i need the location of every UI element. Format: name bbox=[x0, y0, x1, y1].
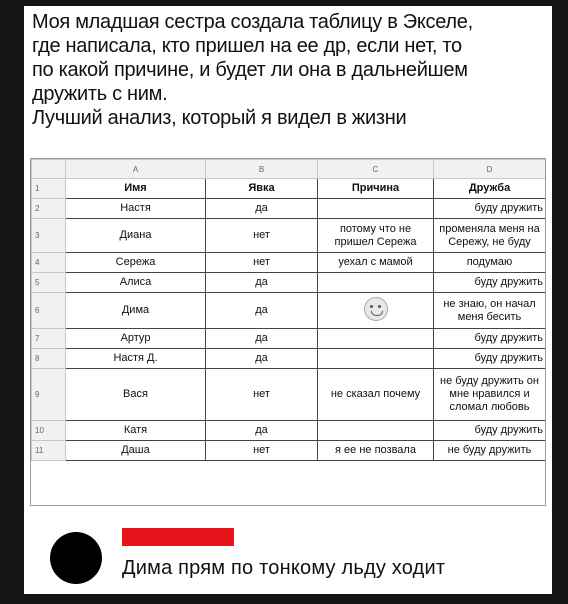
cell-name: Сережа bbox=[66, 253, 206, 273]
table-row bbox=[32, 253, 546, 273]
row-number: 8 bbox=[32, 349, 66, 369]
cell-name: Вася bbox=[66, 369, 206, 421]
table-row bbox=[32, 293, 546, 329]
cell-friendship: буду дружить bbox=[434, 329, 546, 349]
cell-reason bbox=[318, 421, 434, 441]
table-row bbox=[32, 199, 546, 219]
meme-face-icon bbox=[364, 297, 388, 321]
header-attendance: Явка bbox=[206, 179, 318, 199]
cell-attendance: да bbox=[206, 199, 318, 219]
cell-friendship: не буду дружить он мне нравился и сломал любовь bbox=[434, 369, 546, 421]
comment bbox=[24, 514, 552, 594]
cell-attendance: да bbox=[206, 349, 318, 369]
table-row bbox=[32, 329, 546, 349]
cell-friendship: буду дружить bbox=[434, 421, 546, 441]
cell-name: Дима bbox=[66, 293, 206, 329]
avatar[interactable] bbox=[50, 532, 102, 584]
cell-friendship: подумаю bbox=[434, 253, 546, 273]
table-row bbox=[32, 421, 546, 441]
cell-name: Артур bbox=[66, 329, 206, 349]
table-row bbox=[32, 273, 546, 293]
cell-attendance: нет bbox=[206, 253, 318, 273]
table-header-row bbox=[32, 179, 546, 199]
censored-username-bar bbox=[122, 528, 234, 546]
cell-friendship: буду дружить bbox=[434, 273, 546, 293]
cell-name: Настя bbox=[66, 199, 206, 219]
cell-friendship: променяла меня на Сережу, не буду bbox=[434, 219, 546, 253]
cell-reason: уехал с мамой bbox=[318, 253, 434, 273]
column-letter: C bbox=[318, 160, 434, 179]
row-number: 7 bbox=[32, 329, 66, 349]
row-number: 9 bbox=[32, 369, 66, 421]
cell-name: Диана bbox=[66, 219, 206, 253]
row-number: 3 bbox=[32, 219, 66, 253]
header-friendship: Дружба bbox=[434, 179, 546, 199]
column-letter: D bbox=[434, 160, 546, 179]
cell-friendship: не знаю, он начал меня бесить bbox=[434, 293, 546, 329]
corner-cell bbox=[32, 160, 66, 179]
cell-friendship: не буду дружить bbox=[434, 441, 546, 461]
row-number: 10 bbox=[32, 421, 66, 441]
column-header-row bbox=[32, 160, 546, 179]
table-row bbox=[32, 219, 546, 253]
cell-reason: потому что не пришел Сережа bbox=[318, 219, 434, 253]
cell-name: Настя Д. bbox=[66, 349, 206, 369]
row-number: 5 bbox=[32, 273, 66, 293]
table-row bbox=[32, 441, 546, 461]
table-row bbox=[32, 349, 546, 369]
post-card bbox=[24, 6, 552, 594]
comment-text: Дима прям по тонкому льду ходит bbox=[122, 557, 446, 579]
cell-name: Катя bbox=[66, 421, 206, 441]
cell-reason bbox=[318, 349, 434, 369]
column-letter: A bbox=[66, 160, 206, 179]
post-caption: Моя младшая сестра создала таблицу в Экселе, где написала, кто пришел на ее др, если нет, то по какой причине, и будет ли она в дальнейшем дружить с ним. Лучший анализ, который я видел в жизни bbox=[32, 11, 473, 129]
cell-attendance: да bbox=[206, 421, 318, 441]
cell-friendship: буду дружить bbox=[434, 349, 546, 369]
column-letter: B bbox=[206, 160, 318, 179]
header-name: Имя bbox=[66, 179, 206, 199]
cell-attendance: нет bbox=[206, 369, 318, 421]
cell-name: Алиса bbox=[66, 273, 206, 293]
cell-attendance: да bbox=[206, 273, 318, 293]
cell-attendance: нет bbox=[206, 219, 318, 253]
cell-friendship: буду дружить bbox=[434, 199, 546, 219]
cell-reason-meme bbox=[318, 293, 434, 329]
cell-reason bbox=[318, 329, 434, 349]
cell-reason bbox=[318, 199, 434, 219]
header-reason: Причина bbox=[318, 179, 434, 199]
cell-reason: не сказал почему bbox=[318, 369, 434, 421]
row-number: 11 bbox=[32, 441, 66, 461]
cell-name: Даша bbox=[66, 441, 206, 461]
spreadsheet-image bbox=[30, 158, 546, 506]
cell-reason: я ее не позвала bbox=[318, 441, 434, 461]
row-number: 2 bbox=[32, 199, 66, 219]
table-row bbox=[32, 369, 546, 421]
row-number: 4 bbox=[32, 253, 66, 273]
spreadsheet-table bbox=[31, 159, 546, 461]
cell-attendance: да bbox=[206, 329, 318, 349]
row-number: 1 bbox=[32, 179, 66, 199]
cell-attendance: да bbox=[206, 293, 318, 329]
cell-attendance: нет bbox=[206, 441, 318, 461]
cell-reason bbox=[318, 273, 434, 293]
row-number: 6 bbox=[32, 293, 66, 329]
